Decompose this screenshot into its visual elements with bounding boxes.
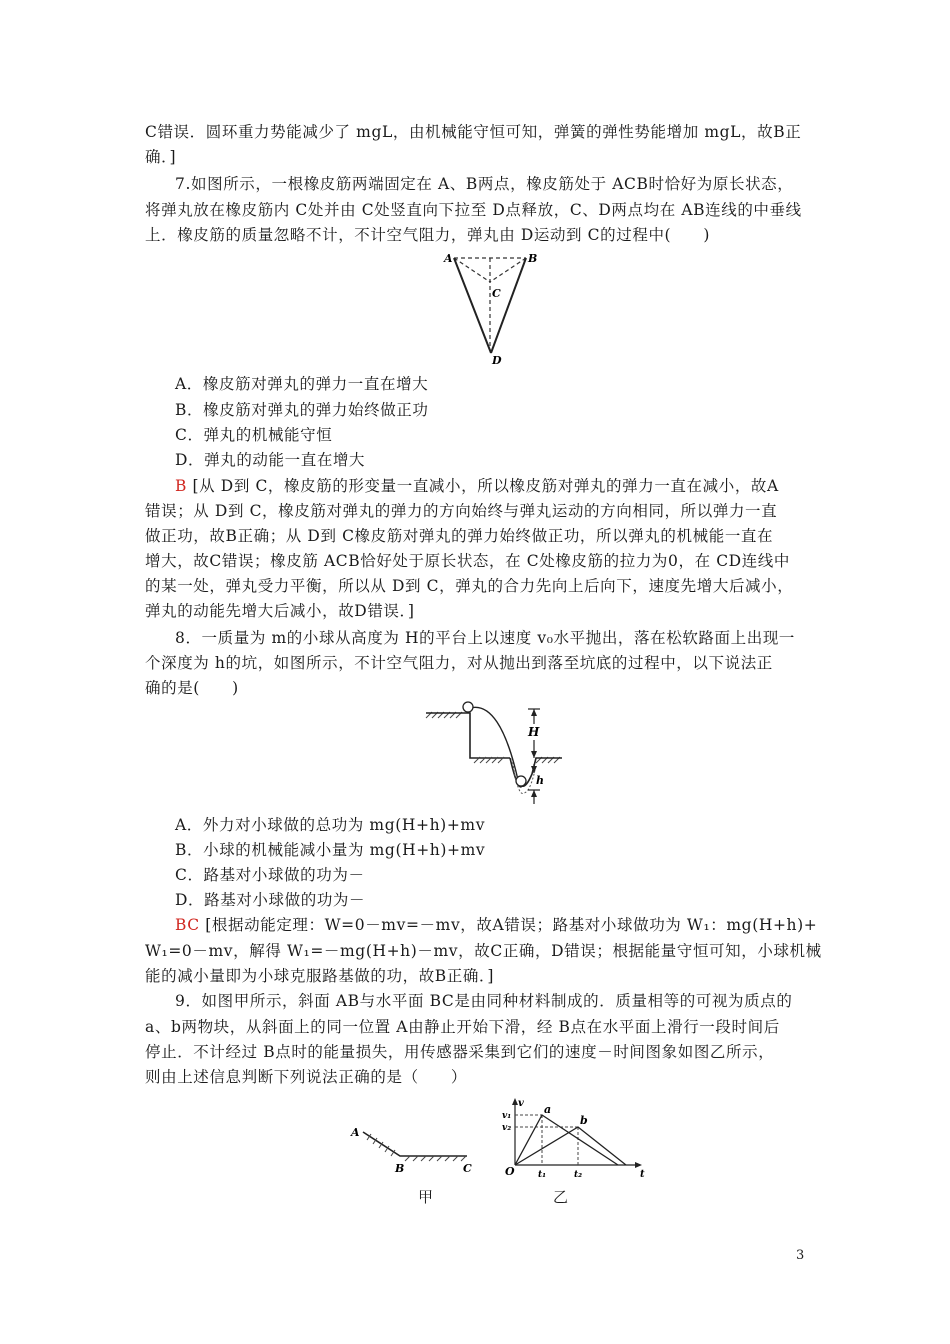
label-t1: t₁ xyxy=(538,1170,547,1180)
label-b: B xyxy=(528,252,538,265)
page-number: 3 xyxy=(796,1248,805,1263)
option-b: B．橡皮筋对弹丸的弹力始终做正功 xyxy=(175,401,429,419)
label-a: A xyxy=(351,1126,360,1139)
ball-start xyxy=(463,702,473,712)
option-a: A．外力对小球做的总功为 mg(H+h)+mv xyxy=(175,816,486,834)
label-t: t xyxy=(640,1169,645,1180)
text-line: 弹丸的动能先增大后减小，故D错误．] xyxy=(145,602,415,620)
explanation-text: [从 D到 C，橡皮筋的形变量一直减小，所以橡皮筋对弹丸的弹力一直在减小，故A xyxy=(192,477,779,495)
h-small-arrowhead-up xyxy=(531,790,537,797)
text-line: 的某一处，弹丸受力平衡，所以从 D到 C，弹丸的合力先向上后向下，速度先增大后减小， xyxy=(145,577,794,595)
text-line: 确．] xyxy=(145,148,177,166)
text-line: W₁=0－mv，解得 W₁=－mg(H+h)－mv，故C正确，D错误；根据能量守恒可知，小球机械 xyxy=(145,942,822,960)
rubber-band-left xyxy=(454,258,491,353)
h-big-arrowhead-down xyxy=(531,751,537,758)
h-big-arrowhead-up xyxy=(531,709,537,716)
trajectory xyxy=(470,707,518,780)
label-a: a xyxy=(544,1103,552,1116)
platform-and-ground xyxy=(426,713,510,758)
explanation-text: [根据动能定理：W=0－mv=－mv，故A错误；路基对小球做功为 W₁：mg(H+h)+ xyxy=(205,916,818,934)
option-d: D．弹丸的动能一直在增大 xyxy=(175,451,366,469)
label-a: A xyxy=(444,252,453,265)
question-9-stem: 9．如图甲所示，斜面 AB与水平面 BC是由同种材料制成的．质量相等的可视为质点的 xyxy=(175,992,793,1010)
explanation-7-line xyxy=(175,474,845,498)
figure-projectile-pit xyxy=(422,700,577,808)
label-v2: v₂ xyxy=(502,1123,512,1133)
text-line: 错误；从 D到 C，橡皮筋对弹丸的弹力的方向始终与弹丸运动的方向相同，所以弹力一直 xyxy=(145,502,778,520)
figure-incline xyxy=(345,1120,480,1180)
question-7-stem: 7.如图所示，一根橡皮筋两端固定在 A、B两点，橡皮筋处于 ACB时恰好为原长状态， xyxy=(175,175,794,193)
text-line: 将弹丸放在橡皮筋内 C处并由 C处竖直向下拉至 D点释放，C、D两点均在 AB连线的中垂线 xyxy=(145,201,802,219)
text-line: 上．橡皮筋的质量忽略不计，不计空气阻力，弹丸由 D运动到 C的过程中( ) xyxy=(145,226,711,244)
answer-7: B xyxy=(175,477,187,495)
option-c: C．路基对小球做的功为－ xyxy=(175,866,365,884)
text-line: 个深度为 h的坑，如图所示，不计空气阻力，对从抛出到落至坑底的过程中，以下说法正 xyxy=(145,654,773,672)
answer-8: BC xyxy=(175,916,200,934)
label-h-big: H xyxy=(528,725,540,739)
ball-end xyxy=(516,776,526,786)
option-b: B．小球的机械能减小量为 mg(H+h)+mv xyxy=(175,841,486,859)
label-v1: v₁ xyxy=(502,1111,512,1121)
label-c: C xyxy=(492,287,501,300)
label-h-small: h xyxy=(536,774,544,787)
text-line: 能的减小量即为小球克服路基做的功，故B正确．] xyxy=(145,967,494,985)
rubber-band-right xyxy=(491,258,526,353)
label-c: C xyxy=(463,1162,472,1175)
text-line: 则由上述信息判断下列说法正确的是（ ） xyxy=(145,1068,468,1086)
label-d: D xyxy=(492,354,502,367)
option-a: A．橡皮筋对弹丸的弹力一直在增大 xyxy=(175,375,429,393)
text-line: a、b两物块，从斜面上的同一位置 A由静止开始下滑，经 B点在水平面上滑行一段时间后 xyxy=(145,1018,780,1036)
label-o: O xyxy=(505,1165,515,1178)
text-line: 做正功，故B正确；从 D到 C橡皮筋对弹丸的弹力始终做正功，所以弹丸的机械能一直在 xyxy=(145,527,774,545)
incline-hatching xyxy=(367,1134,466,1161)
option-c: C．弹丸的机械能守恒 xyxy=(175,426,333,444)
option-d: D．路基对小球做的功为－ xyxy=(175,891,366,909)
t-axis-arrowhead xyxy=(635,1162,642,1168)
text-line: 确的是( ) xyxy=(145,679,239,697)
figure-rubber-band xyxy=(440,250,550,368)
text-line: C错误．圆环重力势能减少了 mgL，由机械能守恒可知，弹簧的弹性势能增加 mgL，故B正 xyxy=(145,123,802,141)
label-t2: t₂ xyxy=(574,1170,583,1180)
text-line: 停止．不计经过 B点时的能量损失，用传感器采集到它们的速度－时间图象如图乙所示， xyxy=(145,1043,775,1061)
caption-jia: 甲 xyxy=(418,1188,434,1206)
label-b: B xyxy=(395,1162,405,1175)
curve-a xyxy=(515,1115,618,1165)
label-b: b xyxy=(580,1114,588,1127)
figure-velocity-time-graph xyxy=(500,1095,650,1183)
caption-yi: 乙 xyxy=(553,1188,569,1206)
question-8-stem: 8．一质量为 m的小球从高度为 H的平台上以速度 v₀水平抛出，落在松软路面上出现一 xyxy=(175,629,796,647)
label-v: v xyxy=(518,1098,524,1109)
explanation-8-line xyxy=(175,913,845,937)
incline-and-ground xyxy=(363,1132,467,1156)
text-line: 增大，故C错误；橡皮筋 ACB恰好处于原长状态，在 C处橡皮筋的拉力为0，在 CD连线中 xyxy=(145,552,790,570)
